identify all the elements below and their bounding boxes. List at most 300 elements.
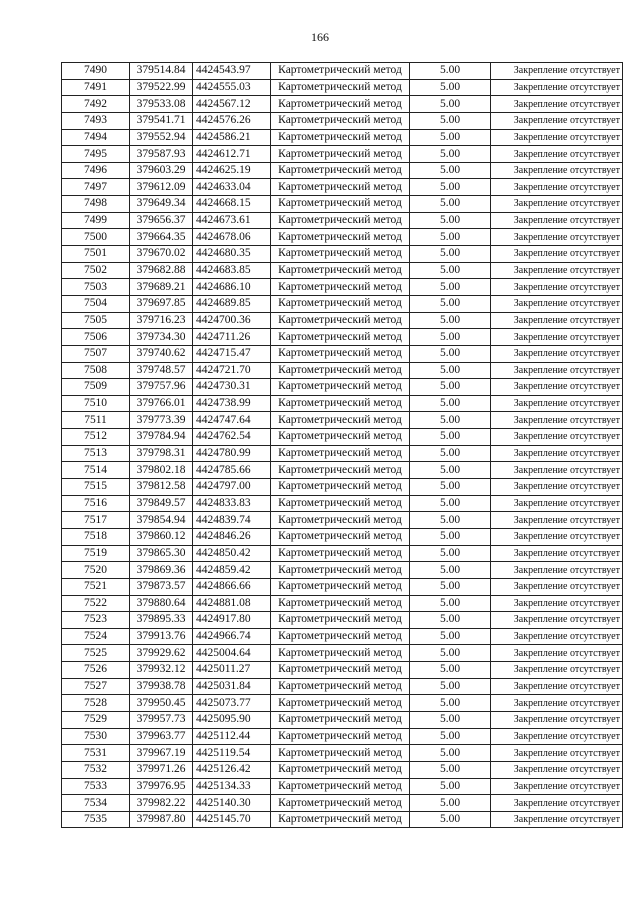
x-coordinate-cell: 379682.88 [130,262,193,279]
method-cell: Картометрический метод [271,63,410,80]
table-row [62,395,623,412]
method-cell: Картометрический метод [271,545,410,562]
fixation-cell: Закрепление отсутствует [491,412,623,429]
table-row [62,528,623,545]
y-coordinate-cell: 4425095.90 [193,711,271,728]
x-coordinate-cell: 379869.36 [130,562,193,579]
table-row [62,711,623,728]
x-coordinate-cell: 379656.37 [130,212,193,229]
fixation-cell: Закрепление отсутствует [491,63,623,80]
accuracy-cell: 5.00 [410,262,491,279]
point-number-cell: 7506 [62,329,130,346]
point-number-cell: 7508 [62,362,130,379]
y-coordinate-cell: 4425112.44 [193,728,271,745]
fixation-cell: Закрепление отсутствует [491,711,623,728]
point-number-cell: 7521 [62,578,130,595]
accuracy-cell: 5.00 [410,662,491,679]
table-row [62,678,623,695]
accuracy-cell: 5.00 [410,761,491,778]
table-row [62,96,623,113]
x-coordinate-cell: 379929.62 [130,645,193,662]
fixation-cell: Закрепление отсутствует [491,761,623,778]
accuracy-cell: 5.00 [410,811,491,828]
accuracy-cell: 5.00 [410,295,491,312]
x-coordinate-cell: 379982.22 [130,795,193,812]
table-row [62,795,623,812]
x-coordinate-cell: 379802.18 [130,462,193,479]
accuracy-cell: 5.00 [410,528,491,545]
fixation-cell: Закрепление отсутствует [491,645,623,662]
x-coordinate-cell: 379587.93 [130,146,193,163]
point-number-cell: 7533 [62,778,130,795]
accuracy-cell: 5.00 [410,628,491,645]
x-coordinate-cell: 379689.21 [130,279,193,296]
method-cell: Картометрический метод [271,761,410,778]
accuracy-cell: 5.00 [410,129,491,146]
fixation-cell: Закрепление отсутствует [491,528,623,545]
point-number-cell: 7529 [62,711,130,728]
accuracy-cell: 5.00 [410,728,491,745]
x-coordinate-cell: 379649.34 [130,196,193,213]
x-coordinate-cell: 379812.58 [130,479,193,496]
method-cell: Картометрический метод [271,745,410,762]
y-coordinate-cell: 4424738.99 [193,395,271,412]
method-cell: Картометрический метод [271,262,410,279]
table-body [62,63,623,828]
method-cell: Картометрический метод [271,112,410,129]
fixation-cell: Закрепление отсутствует [491,212,623,229]
accuracy-cell: 5.00 [410,96,491,113]
fixation-cell: Закрепление отсутствует [491,728,623,745]
x-coordinate-cell: 379766.01 [130,395,193,412]
x-coordinate-cell: 379734.30 [130,329,193,346]
table-row [62,462,623,479]
table-row [62,229,623,246]
accuracy-cell: 5.00 [410,562,491,579]
accuracy-cell: 5.00 [410,462,491,479]
method-cell: Картометрический метод [271,528,410,545]
accuracy-cell: 5.00 [410,429,491,446]
y-coordinate-cell: 4425145.70 [193,811,271,828]
y-coordinate-cell: 4424612.71 [193,146,271,163]
y-coordinate-cell: 4424730.31 [193,379,271,396]
table-row [62,345,623,362]
point-number-cell: 7528 [62,695,130,712]
point-number-cell: 7514 [62,462,130,479]
fixation-cell: Закрепление отсутствует [491,362,623,379]
table-row [62,129,623,146]
accuracy-cell: 5.00 [410,312,491,329]
y-coordinate-cell: 4424625.19 [193,162,271,179]
point-number-cell: 7501 [62,246,130,263]
method-cell: Картометрический метод [271,645,410,662]
point-number-cell: 7490 [62,63,130,80]
accuracy-cell: 5.00 [410,196,491,213]
accuracy-cell: 5.00 [410,279,491,296]
method-cell: Картометрический метод [271,162,410,179]
method-cell: Картометрический метод [271,229,410,246]
y-coordinate-cell: 4424633.04 [193,179,271,196]
table-row [62,262,623,279]
method-cell: Картометрический метод [271,711,410,728]
x-coordinate-cell: 379860.12 [130,528,193,545]
y-coordinate-cell: 4425011.27 [193,662,271,679]
method-cell: Картометрический метод [271,612,410,629]
x-coordinate-cell: 379976.95 [130,778,193,795]
method-cell: Картометрический метод [271,495,410,512]
point-number-cell: 7491 [62,79,130,96]
fixation-cell: Закрепление отсутствует [491,479,623,496]
fixation-cell: Закрепление отсутствует [491,811,623,828]
y-coordinate-cell: 4424780.99 [193,445,271,462]
point-number-cell: 7504 [62,295,130,312]
x-coordinate-cell: 379849.57 [130,495,193,512]
point-number-cell: 7512 [62,429,130,446]
accuracy-cell: 5.00 [410,329,491,346]
table-row [62,778,623,795]
method-cell: Картометрический метод [271,146,410,163]
method-cell: Картометрический метод [271,212,410,229]
y-coordinate-cell: 4424686.10 [193,279,271,296]
method-cell: Картометрический метод [271,678,410,695]
table-row [62,479,623,496]
y-coordinate-cell: 4424839.74 [193,512,271,529]
x-coordinate-cell: 379854.94 [130,512,193,529]
table-row [62,745,623,762]
table-row [62,63,623,80]
table-row [62,329,623,346]
accuracy-cell: 5.00 [410,246,491,263]
method-cell: Картометрический метод [271,628,410,645]
point-number-cell: 7524 [62,628,130,645]
fixation-cell: Закрепление отсутствует [491,162,623,179]
coordinates-table [61,62,623,828]
point-number-cell: 7527 [62,678,130,695]
fixation-cell: Закрепление отсутствует [491,179,623,196]
accuracy-cell: 5.00 [410,379,491,396]
table-row [62,545,623,562]
accuracy-cell: 5.00 [410,362,491,379]
fixation-cell: Закрепление отсутствует [491,595,623,612]
y-coordinate-cell: 4425031.84 [193,678,271,695]
method-cell: Картометрический метод [271,345,410,362]
table-row [62,112,623,129]
x-coordinate-cell: 379987.80 [130,811,193,828]
y-coordinate-cell: 4425134.33 [193,778,271,795]
table-row [62,578,623,595]
accuracy-cell: 5.00 [410,79,491,96]
method-cell: Картометрический метод [271,695,410,712]
y-coordinate-cell: 4424859.42 [193,562,271,579]
table-row [62,429,623,446]
accuracy-cell: 5.00 [410,595,491,612]
table-row [62,196,623,213]
point-number-cell: 7526 [62,662,130,679]
fixation-cell: Закрепление отсутствует [491,295,623,312]
fixation-cell: Закрепление отсутствует [491,96,623,113]
y-coordinate-cell: 4424747.64 [193,412,271,429]
table-row [62,295,623,312]
table-row [62,362,623,379]
point-number-cell: 7525 [62,645,130,662]
y-coordinate-cell: 4424555.03 [193,79,271,96]
accuracy-cell: 5.00 [410,229,491,246]
x-coordinate-cell: 379664.35 [130,229,193,246]
point-number-cell: 7513 [62,445,130,462]
table-row [62,811,623,828]
fixation-cell: Закрепление отсутствует [491,445,623,462]
x-coordinate-cell: 379740.62 [130,345,193,362]
x-coordinate-cell: 379773.39 [130,412,193,429]
table-row [62,162,623,179]
method-cell: Картометрический метод [271,462,410,479]
fixation-cell: Закрепление отсутствует [491,512,623,529]
fixation-cell: Закрепление отсутствует [491,429,623,446]
point-number-cell: 7510 [62,395,130,412]
point-number-cell: 7515 [62,479,130,496]
method-cell: Картометрический метод [271,79,410,96]
y-coordinate-cell: 4424689.85 [193,295,271,312]
y-coordinate-cell: 4424668.15 [193,196,271,213]
point-number-cell: 7520 [62,562,130,579]
accuracy-cell: 5.00 [410,778,491,795]
fixation-cell: Закрепление отсутствует [491,612,623,629]
fixation-cell: Закрепление отсутствует [491,329,623,346]
y-coordinate-cell: 4424715.47 [193,345,271,362]
fixation-cell: Закрепление отсутствует [491,112,623,129]
fixation-cell: Закрепление отсутствует [491,196,623,213]
table-row [62,595,623,612]
fixation-cell: Закрепление отсутствует [491,562,623,579]
y-coordinate-cell: 4424586.21 [193,129,271,146]
point-number-cell: 7535 [62,811,130,828]
point-number-cell: 7496 [62,162,130,179]
accuracy-cell: 5.00 [410,578,491,595]
accuracy-cell: 5.00 [410,795,491,812]
fixation-cell: Закрепление отсутствует [491,545,623,562]
fixation-cell: Закрепление отсутствует [491,795,623,812]
point-number-cell: 7534 [62,795,130,812]
y-coordinate-cell: 4424833.83 [193,495,271,512]
method-cell: Картометрический метод [271,179,410,196]
point-number-cell: 7493 [62,112,130,129]
y-coordinate-cell: 4424917.80 [193,612,271,629]
point-number-cell: 7531 [62,745,130,762]
method-cell: Картометрический метод [271,795,410,812]
x-coordinate-cell: 379748.57 [130,362,193,379]
y-coordinate-cell: 4424762.54 [193,429,271,446]
method-cell: Картометрический метод [271,362,410,379]
fixation-cell: Закрепление отсутствует [491,312,623,329]
table-row [62,562,623,579]
y-coordinate-cell: 4424797.00 [193,479,271,496]
accuracy-cell: 5.00 [410,512,491,529]
table-row [62,212,623,229]
accuracy-cell: 5.00 [410,612,491,629]
x-coordinate-cell: 379913.76 [130,628,193,645]
fixation-cell: Закрепление отсутствует [491,279,623,296]
accuracy-cell: 5.00 [410,162,491,179]
x-coordinate-cell: 379957.73 [130,711,193,728]
point-number-cell: 7509 [62,379,130,396]
point-number-cell: 7492 [62,96,130,113]
x-coordinate-cell: 379798.31 [130,445,193,462]
point-number-cell: 7498 [62,196,130,213]
table-row [62,79,623,96]
accuracy-cell: 5.00 [410,745,491,762]
accuracy-cell: 5.00 [410,212,491,229]
table-row [62,146,623,163]
accuracy-cell: 5.00 [410,112,491,129]
table-row [62,512,623,529]
method-cell: Картометрический метод [271,312,410,329]
fixation-cell: Закрепление отсутствует [491,462,623,479]
method-cell: Картометрический метод [271,429,410,446]
fixation-cell: Закрепление отсутствует [491,695,623,712]
accuracy-cell: 5.00 [410,345,491,362]
fixation-cell: Закрепление отсутствует [491,578,623,595]
x-coordinate-cell: 379880.64 [130,595,193,612]
y-coordinate-cell: 4424966.74 [193,628,271,645]
method-cell: Картометрический метод [271,196,410,213]
x-coordinate-cell: 379784.94 [130,429,193,446]
x-coordinate-cell: 379865.30 [130,545,193,562]
point-number-cell: 7503 [62,279,130,296]
method-cell: Картометрический метод [271,778,410,795]
y-coordinate-cell: 4425140.30 [193,795,271,812]
method-cell: Картометрический метод [271,662,410,679]
point-number-cell: 7519 [62,545,130,562]
x-coordinate-cell: 379612.09 [130,179,193,196]
y-coordinate-cell: 4424673.61 [193,212,271,229]
fixation-cell: Закрепление отсутствует [491,79,623,96]
point-number-cell: 7511 [62,412,130,429]
point-number-cell: 7505 [62,312,130,329]
fixation-cell: Закрепление отсутствует [491,745,623,762]
accuracy-cell: 5.00 [410,545,491,562]
x-coordinate-cell: 379533.08 [130,96,193,113]
y-coordinate-cell: 4424721.70 [193,362,271,379]
x-coordinate-cell: 379670.02 [130,246,193,263]
table-row [62,279,623,296]
accuracy-cell: 5.00 [410,395,491,412]
table-row [62,445,623,462]
fixation-cell: Закрепление отсутствует [491,129,623,146]
table-row [62,179,623,196]
table-row [62,628,623,645]
point-number-cell: 7499 [62,212,130,229]
method-cell: Картометрический метод [271,412,410,429]
method-cell: Картометрический метод [271,578,410,595]
page-number: 166 [311,30,329,44]
point-number-cell: 7497 [62,179,130,196]
method-cell: Картометрический метод [271,246,410,263]
x-coordinate-cell: 379697.85 [130,295,193,312]
y-coordinate-cell: 4425004.64 [193,645,271,662]
point-number-cell: 7507 [62,345,130,362]
x-coordinate-cell: 379950.45 [130,695,193,712]
method-cell: Картометрический метод [271,562,410,579]
point-number-cell: 7530 [62,728,130,745]
fixation-cell: Закрепление отсутствует [491,395,623,412]
y-coordinate-cell: 4425073.77 [193,695,271,712]
point-number-cell: 7517 [62,512,130,529]
method-cell: Картометрический метод [271,512,410,529]
accuracy-cell: 5.00 [410,146,491,163]
fixation-cell: Закрепление отсутствует [491,678,623,695]
method-cell: Картометрический метод [271,329,410,346]
y-coordinate-cell: 4424785.66 [193,462,271,479]
table-row [62,246,623,263]
x-coordinate-cell: 379971.26 [130,761,193,778]
table-row [62,662,623,679]
accuracy-cell: 5.00 [410,179,491,196]
y-coordinate-cell: 4424576.26 [193,112,271,129]
y-coordinate-cell: 4425126.42 [193,761,271,778]
x-coordinate-cell: 379938.78 [130,678,193,695]
fixation-cell: Закрепление отсутствует [491,229,623,246]
accuracy-cell: 5.00 [410,645,491,662]
y-coordinate-cell: 4424683.85 [193,262,271,279]
accuracy-cell: 5.00 [410,479,491,496]
x-coordinate-cell: 379967.19 [130,745,193,762]
fixation-cell: Закрепление отсутствует [491,246,623,263]
y-coordinate-cell: 4424881.08 [193,595,271,612]
y-coordinate-cell: 4425119.54 [193,745,271,762]
point-number-cell: 7518 [62,528,130,545]
point-number-cell: 7516 [62,495,130,512]
method-cell: Картометрический метод [271,595,410,612]
table-row [62,645,623,662]
method-cell: Картометрический метод [271,445,410,462]
y-coordinate-cell: 4424543.97 [193,63,271,80]
method-cell: Картометрический метод [271,96,410,113]
accuracy-cell: 5.00 [410,445,491,462]
method-cell: Картометрический метод [271,811,410,828]
method-cell: Картометрический метод [271,379,410,396]
point-number-cell: 7494 [62,129,130,146]
y-coordinate-cell: 4424846.26 [193,528,271,545]
fixation-cell: Закрепление отсутствует [491,495,623,512]
method-cell: Картометрический метод [271,279,410,296]
x-coordinate-cell: 379552.94 [130,129,193,146]
fixation-cell: Закрепление отсутствует [491,379,623,396]
point-number-cell: 7500 [62,229,130,246]
x-coordinate-cell: 379514.84 [130,63,193,80]
x-coordinate-cell: 379963.77 [130,728,193,745]
y-coordinate-cell: 4424700.36 [193,312,271,329]
y-coordinate-cell: 4424866.66 [193,578,271,595]
accuracy-cell: 5.00 [410,711,491,728]
table-row [62,312,623,329]
accuracy-cell: 5.00 [410,695,491,712]
table-row [62,495,623,512]
method-cell: Картометрический метод [271,479,410,496]
x-coordinate-cell: 379603.29 [130,162,193,179]
table-row [62,728,623,745]
x-coordinate-cell: 379716.23 [130,312,193,329]
accuracy-cell: 5.00 [410,678,491,695]
point-number-cell: 7502 [62,262,130,279]
y-coordinate-cell: 4424567.12 [193,96,271,113]
point-number-cell: 7495 [62,146,130,163]
x-coordinate-cell: 379541.71 [130,112,193,129]
x-coordinate-cell: 379757.96 [130,379,193,396]
fixation-cell: Закрепление отсутствует [491,262,623,279]
method-cell: Картометрический метод [271,129,410,146]
accuracy-cell: 5.00 [410,495,491,512]
method-cell: Картометрический метод [271,295,410,312]
